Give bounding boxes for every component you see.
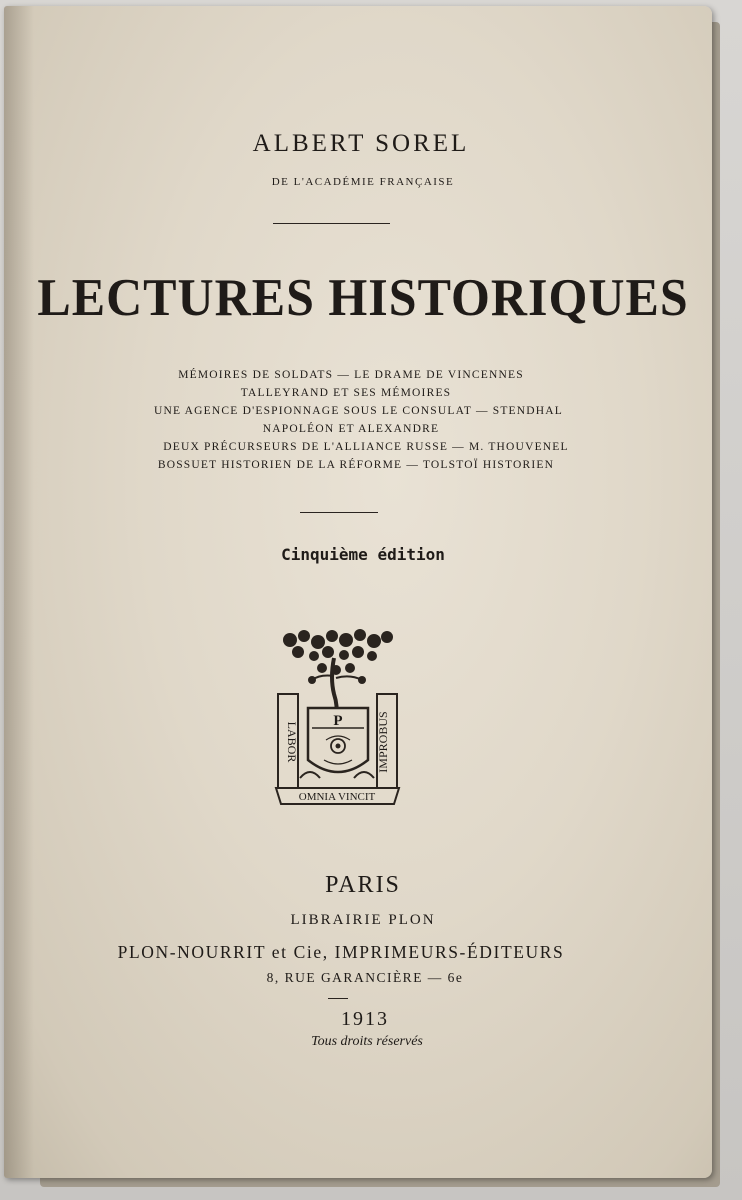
- emblem-bottom-motto: OMNIA VINCIT: [298, 791, 376, 803]
- emblem-left-motto: LABOR: [285, 721, 299, 763]
- contents-line: NAPOLÉON ET ALEXANDRE: [262, 423, 440, 435]
- contents-line: DEUX PRÉCURSEURS DE L'ALLIANCE RUSSE — M. THOUVENEL: [163, 441, 569, 453]
- publisher-emblem-icon: [270, 628, 405, 808]
- imprint-rights: Tous droits réservés: [311, 1034, 423, 1049]
- imprint-address: 8, RUE GARANCIÈRE — 6e: [266, 970, 464, 985]
- imprint-printer: PLON-NOURRIT et Cie, IMPRIMEURS-ÉDITEURS: [117, 942, 565, 962]
- imprint-year: 1913: [341, 1008, 389, 1030]
- book-title: LECTURES HISTORIQUES: [37, 267, 689, 327]
- contents-line: MÉMOIRES DE SOLDATS — LE DRAME DE VINCENNES: [178, 369, 524, 381]
- contents-line: BOSSUET HISTORIEN DE LA RÉFORME — TOLSTOÏ HISTORIEN: [157, 459, 555, 471]
- divider-rule-bottom: [328, 998, 348, 999]
- emblem-monogram: P: [333, 713, 343, 729]
- contents-line: UNE AGENCE D'ESPIONNAGE SOUS LE CONSULAT — STENDHAL: [153, 405, 564, 417]
- imprint-publisher: LIBRAIRIE PLON: [290, 912, 436, 928]
- author-name: ALBERT SOREL: [252, 130, 470, 157]
- divider-rule-middle: [300, 512, 378, 513]
- contents-list: [0, 366, 742, 474]
- imprint-city: PARIS: [325, 872, 401, 898]
- author-affiliation: DE L'ACADÉMIE FRANÇAISE: [271, 176, 455, 188]
- edition-label: Cinquième édition: [281, 545, 445, 564]
- emblem-right-motto: IMPROBUS: [376, 711, 390, 773]
- contents-line: TALLEYRAND ET SES MÉMOIRES: [240, 387, 452, 399]
- divider-rule-top: [273, 223, 390, 224]
